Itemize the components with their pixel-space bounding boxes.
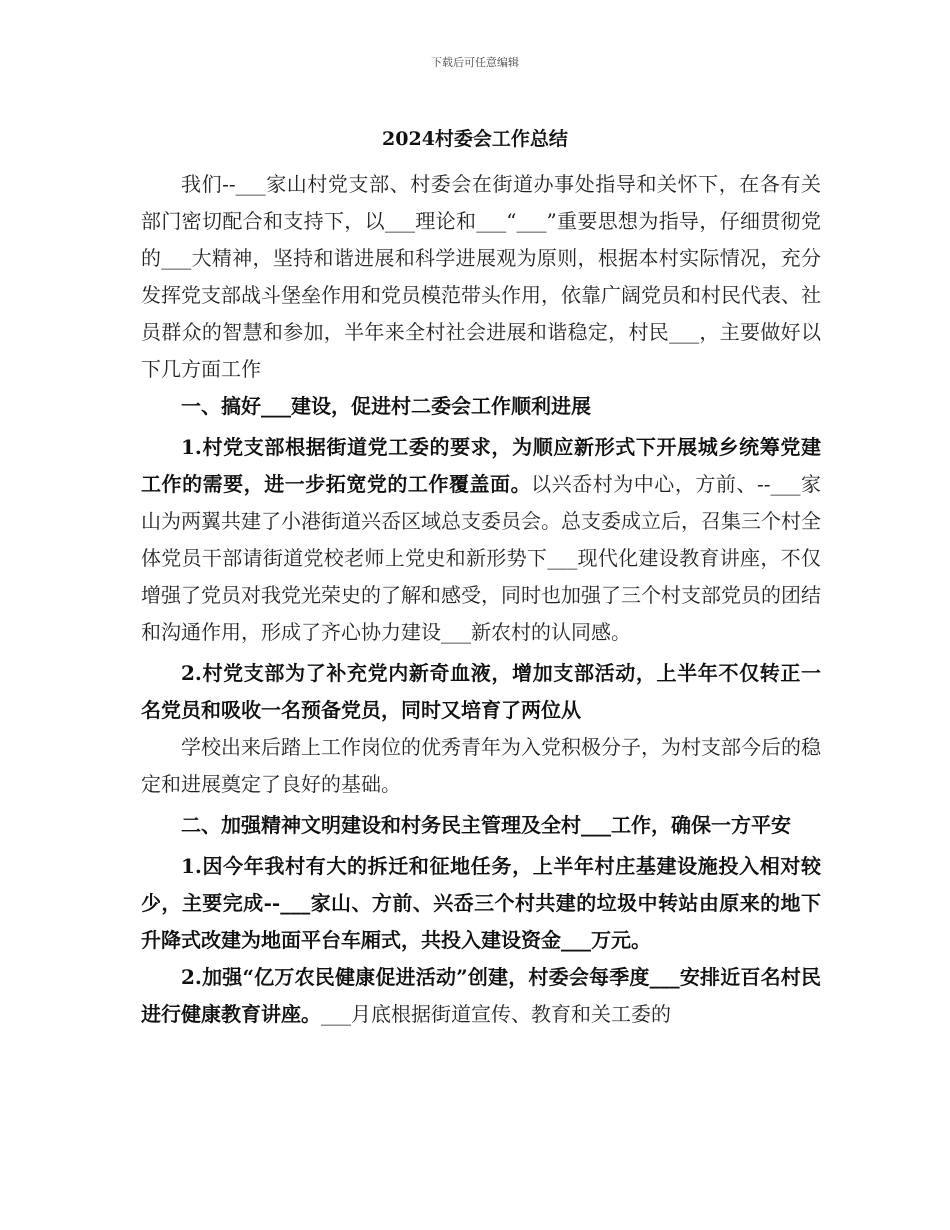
item-paragraph-1 [141,429,821,651]
document-body [141,166,821,1033]
item-paragraph-2-continued: 学校出来后踏上工作岗位的优秀青年为入党积极分子，为村支部今后的稳定和进展奠定了良好的基础。 [141,735,821,796]
intro-paragraph: 我们--___家山村党支部、村委会在街道办事处指导和关怀下，在各有关部门密切配合和支持下，以___理论和___“___”重要思想为指导，仔细贯彻党的___大精神，坚持和谐进展和科学进展观为原则，根据本村实际情况，充分发挥党支部战斗堡垒作用和党员模范带头作用，依靠广阔党员和村民代表、社员群众的智慧和参加，半年来全村社会进展和谐稳定，村民___，主要做好以下几方面工作 [141,172,821,381]
item-4-body: ___月底根据街道宣传、教育和关工委的 [321,1002,671,1026]
item-paragraph-3: 1.因今年我村有大的拆迁和征地任务，上半年村庄基建设施投入相对较少，主要完成--___家山、方前、兴岙三个村共建的垃圾中转站由原来的地下升降式改建为地面平台车厢式，共投入建设资金___万元。 [141,854,821,952]
document-title: 2024村委会工作总结 [382,128,568,150]
section-heading-1: 一、搞好___建设，促进村二委会工作顺利进展 [181,394,591,418]
section-heading-2: 二、加强精神文明建设和村务民主管理及全村___工作，确保一方平安 [181,813,791,837]
item-paragraph-4 [141,959,821,1033]
page-header-note: 下载后可任意编辑 [431,56,519,69]
item-1-lead: 1.村党支部根据街道党工委的要求，为顺应新形式下开展城乡统筹党建工作的需要，进一步拓宽党的工作覆盖面。 [141,435,821,496]
item-1-body: 以兴岙村为中心，方前、--___家山为两翼共建了小港街道兴岙区域总支委员会。总支委成立后，召集三个村全体党员干部请街道党校老师上党史和新形势下___现代化建设教育讲座，不仅增强了党员对我党光荣史的了解和感受，同时也加强了三个村支部党员的团结和沟通作用，形成了齐心协力建设___新农村的认同感。 [141,472,822,644]
item-paragraph-2: 2.村党支部为了补充党内新奇血液，增加支部活动，上半年不仅转正一名党员和吸收一名预备党员，同时又培育了两位从 [141,661,821,722]
item-4-lead: 2.加强“亿万农民健康促进活动”创建，村委会每季度___安排近百名村民进行健康教育讲座。 [141,965,821,1026]
